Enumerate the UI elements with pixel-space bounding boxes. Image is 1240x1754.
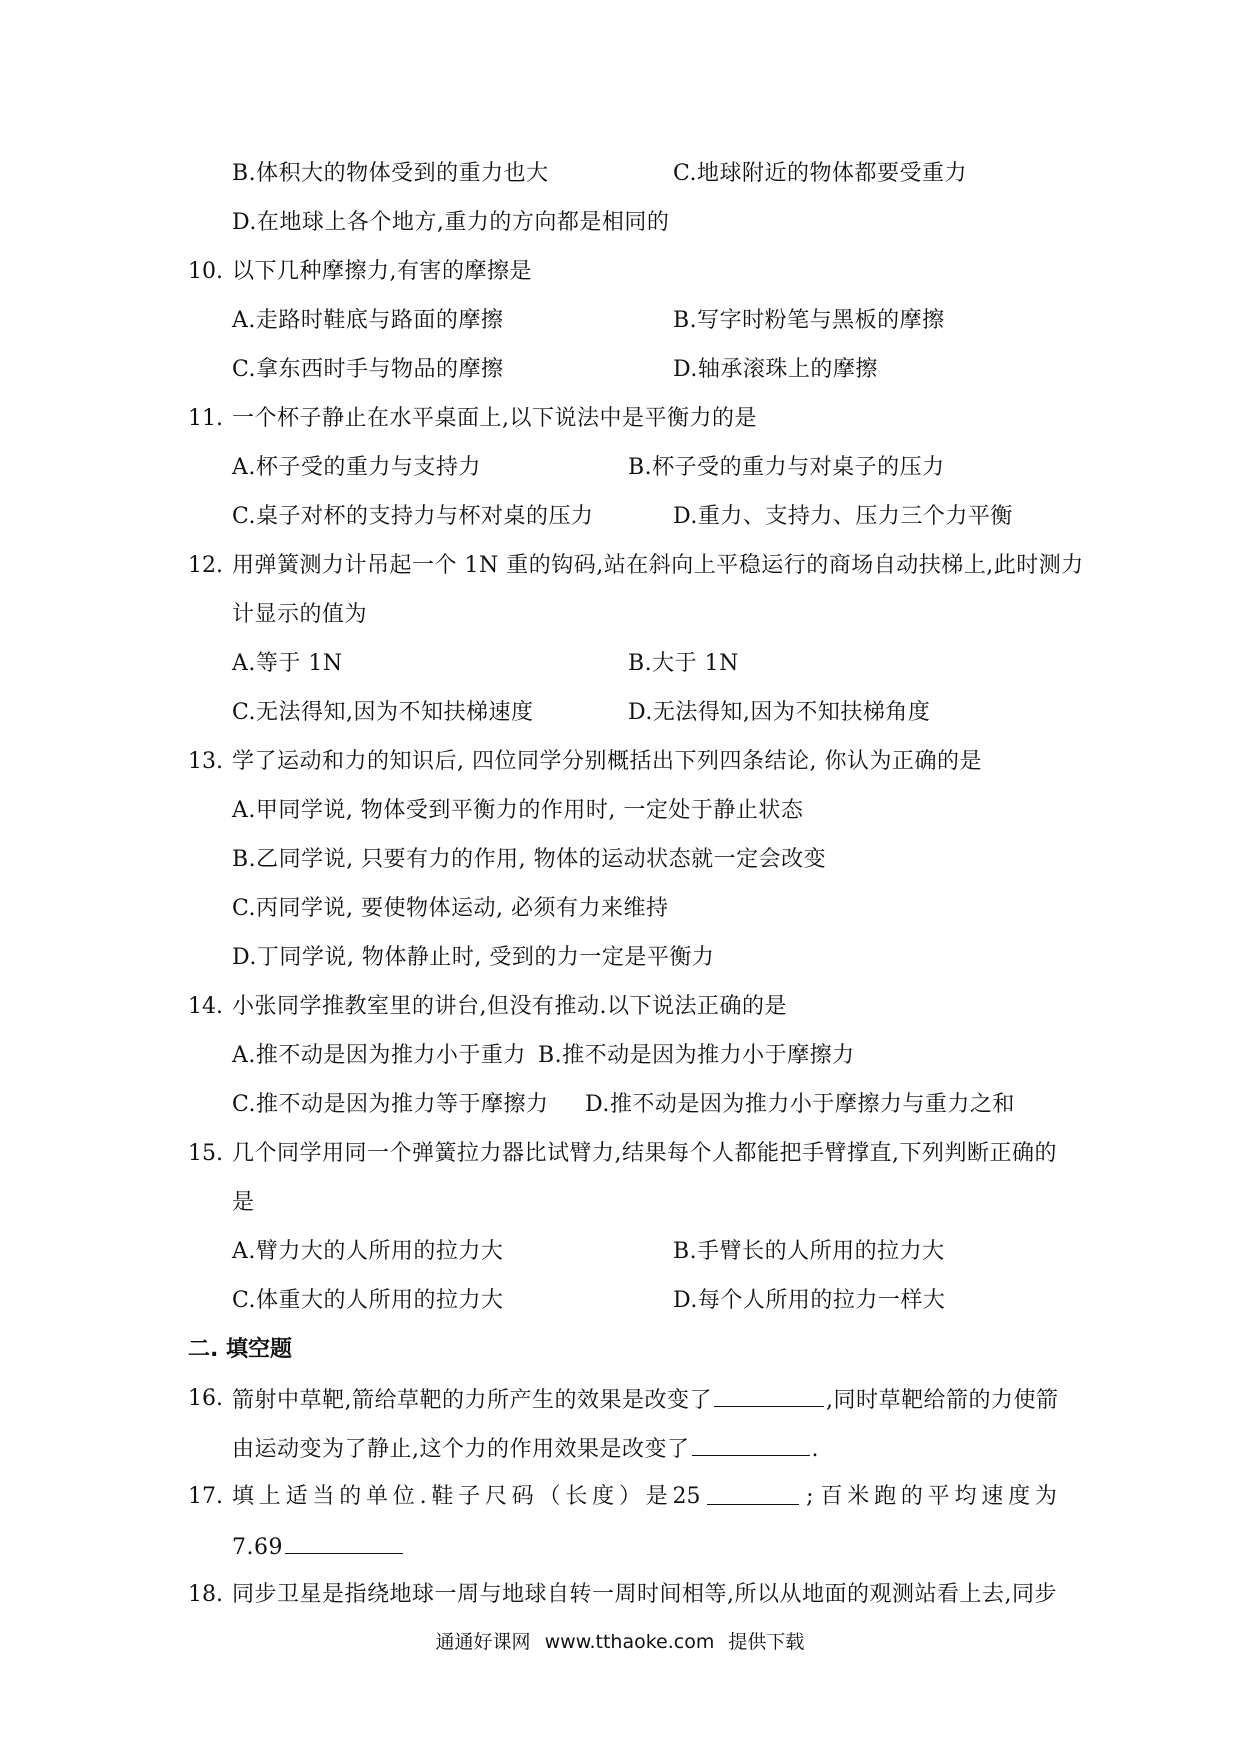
q13-option-a: A.甲同学说, 物体受到平衡力的作用时, 一定处于静止状态 — [232, 798, 804, 823]
q13-option-b: B.乙同学说, 只要有力的作用, 物体的运动状态就一定会改变 — [232, 847, 827, 872]
q17-w8: 鞋 — [431, 1484, 454, 1509]
q17-number: 17. — [188, 1484, 223, 1509]
section-fill-in-title: 二. 填空题 — [188, 1337, 293, 1362]
q17-w3: 当 — [312, 1484, 335, 1509]
q12-option-b: B.大于 1N — [628, 651, 739, 676]
q16-text-1a: 箭射中草靶,箭给草靶的力所产生的效果是改变了 — [232, 1388, 712, 1413]
q18-stem: 同步卫星是指绕地球一周与地球自转一周时间相等,所以从地面的观测站看上去,同步 — [232, 1582, 1057, 1607]
q10-option-a: A.走路时鞋底与路面的摩擦 — [232, 308, 504, 333]
q15-option-a: A.臂力大的人所用的拉力大 — [232, 1239, 504, 1264]
q12-stem-line2: 计显示的值为 — [232, 602, 368, 627]
q14-number: 14. — [188, 994, 223, 1019]
q17-m0: ; 百 — [806, 1484, 843, 1509]
q16-line2 — [232, 1433, 819, 1465]
q17-w0: 填 — [232, 1484, 255, 1509]
q12-stem-line1: 用弹簧测力计吊起一个 1N 重的钩码,站在斜向上平稳运行的商场自动扶梯上,此时测力 — [232, 553, 1084, 578]
q17-w15: ） — [618, 1484, 641, 1509]
q10-option-d: D.轴承滚珠上的摩擦 — [673, 357, 878, 382]
q17-line1 — [232, 1482, 1057, 1512]
q10-stem: 以下几种摩擦力,有害的摩擦是 — [232, 259, 532, 284]
q9-option-b: B.体积大的物体受到的重力也大 — [232, 161, 549, 186]
q12-option-c: C.无法得知,因为不知扶梯速度 — [232, 700, 534, 725]
q11-option-d: D.重力、支持力、压力三个力平衡 — [673, 504, 1013, 529]
q14-option-d: D.推不动是因为推力小于摩擦力与重力之和 — [585, 1092, 1015, 1117]
q17-blank-1[interactable] — [707, 1482, 799, 1505]
q15-number: 15. — [188, 1141, 223, 1166]
q17-w10: 尺 — [484, 1484, 507, 1509]
q17-w14: 度 — [592, 1484, 615, 1509]
footer-url[interactable]: www.tthaoke.com — [544, 1631, 715, 1653]
q17-m8: 为 — [1034, 1484, 1057, 1509]
q17-w6: 位 — [392, 1484, 415, 1509]
q11-stem: 一个杯子静止在水平桌面上,以下说法中是平衡力的是 — [232, 406, 757, 431]
page-footer — [0, 1627, 1240, 1654]
footer-text: 提供下载 — [728, 1631, 805, 1653]
q12-option-a: A.等于 1N — [232, 651, 343, 676]
q17-w1: 上 — [258, 1484, 281, 1509]
q15-option-b: B.手臂长的人所用的拉力大 — [673, 1239, 945, 1264]
q17-speed-value: 7.69 — [232, 1535, 283, 1560]
q16-text-2a: 由运动变为了静止,这个力的作用效果是改变了 — [232, 1437, 690, 1462]
q17-blank-2[interactable] — [285, 1531, 403, 1554]
q17-line2 — [232, 1531, 405, 1563]
q14-option-b: B.推不动是因为推力小于摩擦力 — [538, 1043, 855, 1068]
q17-m3: 的 — [900, 1484, 923, 1509]
q10-option-c: C.拿东西时手与物品的摩擦 — [232, 357, 504, 382]
q17-w13: 长 — [565, 1484, 588, 1509]
q12-number: 12. — [188, 553, 223, 578]
q11-number: 11. — [188, 406, 223, 431]
footer-site-name: 通通好课网 — [435, 1631, 531, 1653]
q9-option-d: D.在地球上各个地方,重力的方向都是相同的 — [232, 210, 670, 235]
q17-w17: 25 — [672, 1484, 701, 1509]
q17-w12: （ — [538, 1484, 561, 1509]
q17-w5: 单 — [365, 1484, 388, 1509]
q17-w9: 子 — [458, 1484, 481, 1509]
q12-option-d: D.无法得知,因为不知扶梯角度 — [628, 700, 931, 725]
q11-option-c: C.桌子对杯的支持力与杯对桌的压力 — [232, 504, 594, 529]
q17-m4: 平 — [927, 1484, 950, 1509]
q16-text-1b: ,同时草靶给箭的力使箭 — [826, 1388, 1059, 1413]
q15-stem-line2: 是 — [232, 1190, 255, 1215]
q13-option-d: D.丁同学说, 物体静止时, 受到的力一定是平衡力 — [232, 945, 715, 970]
q17-w2: 适 — [285, 1484, 308, 1509]
q10-number: 10. — [188, 259, 223, 284]
q17-m2: 跑 — [874, 1484, 897, 1509]
q16-line1 — [232, 1384, 1059, 1416]
q15-option-c: C.体重大的人所用的拉力大 — [232, 1288, 504, 1313]
q11-option-b: B.杯子受的重力与对桌子的压力 — [628, 455, 945, 480]
q17-m6: 速 — [981, 1484, 1004, 1509]
q16-number: 16. — [188, 1386, 223, 1411]
q18-number: 18. — [188, 1582, 223, 1607]
q11-option-a: A.杯子受的重力与支持力 — [232, 455, 481, 480]
q17-w16: 是 — [645, 1484, 668, 1509]
q16-text-2b: . — [811, 1437, 819, 1462]
q17-w7: . — [419, 1484, 427, 1509]
q13-stem: 学了运动和力的知识后, 四位同学分别概括出下列四条结论, 你认为正确的是 — [232, 749, 982, 774]
q14-stem: 小张同学推教室里的讲台,但没有推动.以下说法正确的是 — [232, 994, 787, 1019]
q17-w4: 的 — [339, 1484, 362, 1509]
q17-m1: 米 — [847, 1484, 870, 1509]
q14-option-a: A.推不动是因为推力小于重力 — [232, 1043, 526, 1068]
q10-option-b: B.写字时粉笔与黑板的摩擦 — [673, 308, 945, 333]
q13-option-c: C.丙同学说, 要使物体运动, 必须有力来维持 — [232, 896, 669, 921]
q14-option-c: C.推不动是因为推力等于摩擦力 — [232, 1092, 549, 1117]
q15-option-d: D.每个人所用的拉力一样大 — [673, 1288, 946, 1313]
q17-m7: 度 — [1008, 1484, 1031, 1509]
q13-number: 13. — [188, 749, 223, 774]
q17-m5: 均 — [954, 1484, 977, 1509]
q17-w11: 码 — [511, 1484, 534, 1509]
q15-stem-line1: 几个同学用同一个弹簧拉力器比试臂力,结果每个人都能把手臂撑直,下列判断正确的 — [232, 1141, 1057, 1166]
q16-blank-1[interactable] — [714, 1384, 824, 1407]
q16-blank-2[interactable] — [692, 1433, 810, 1456]
q9-option-c: C.地球附近的物体都要受重力 — [673, 161, 968, 186]
